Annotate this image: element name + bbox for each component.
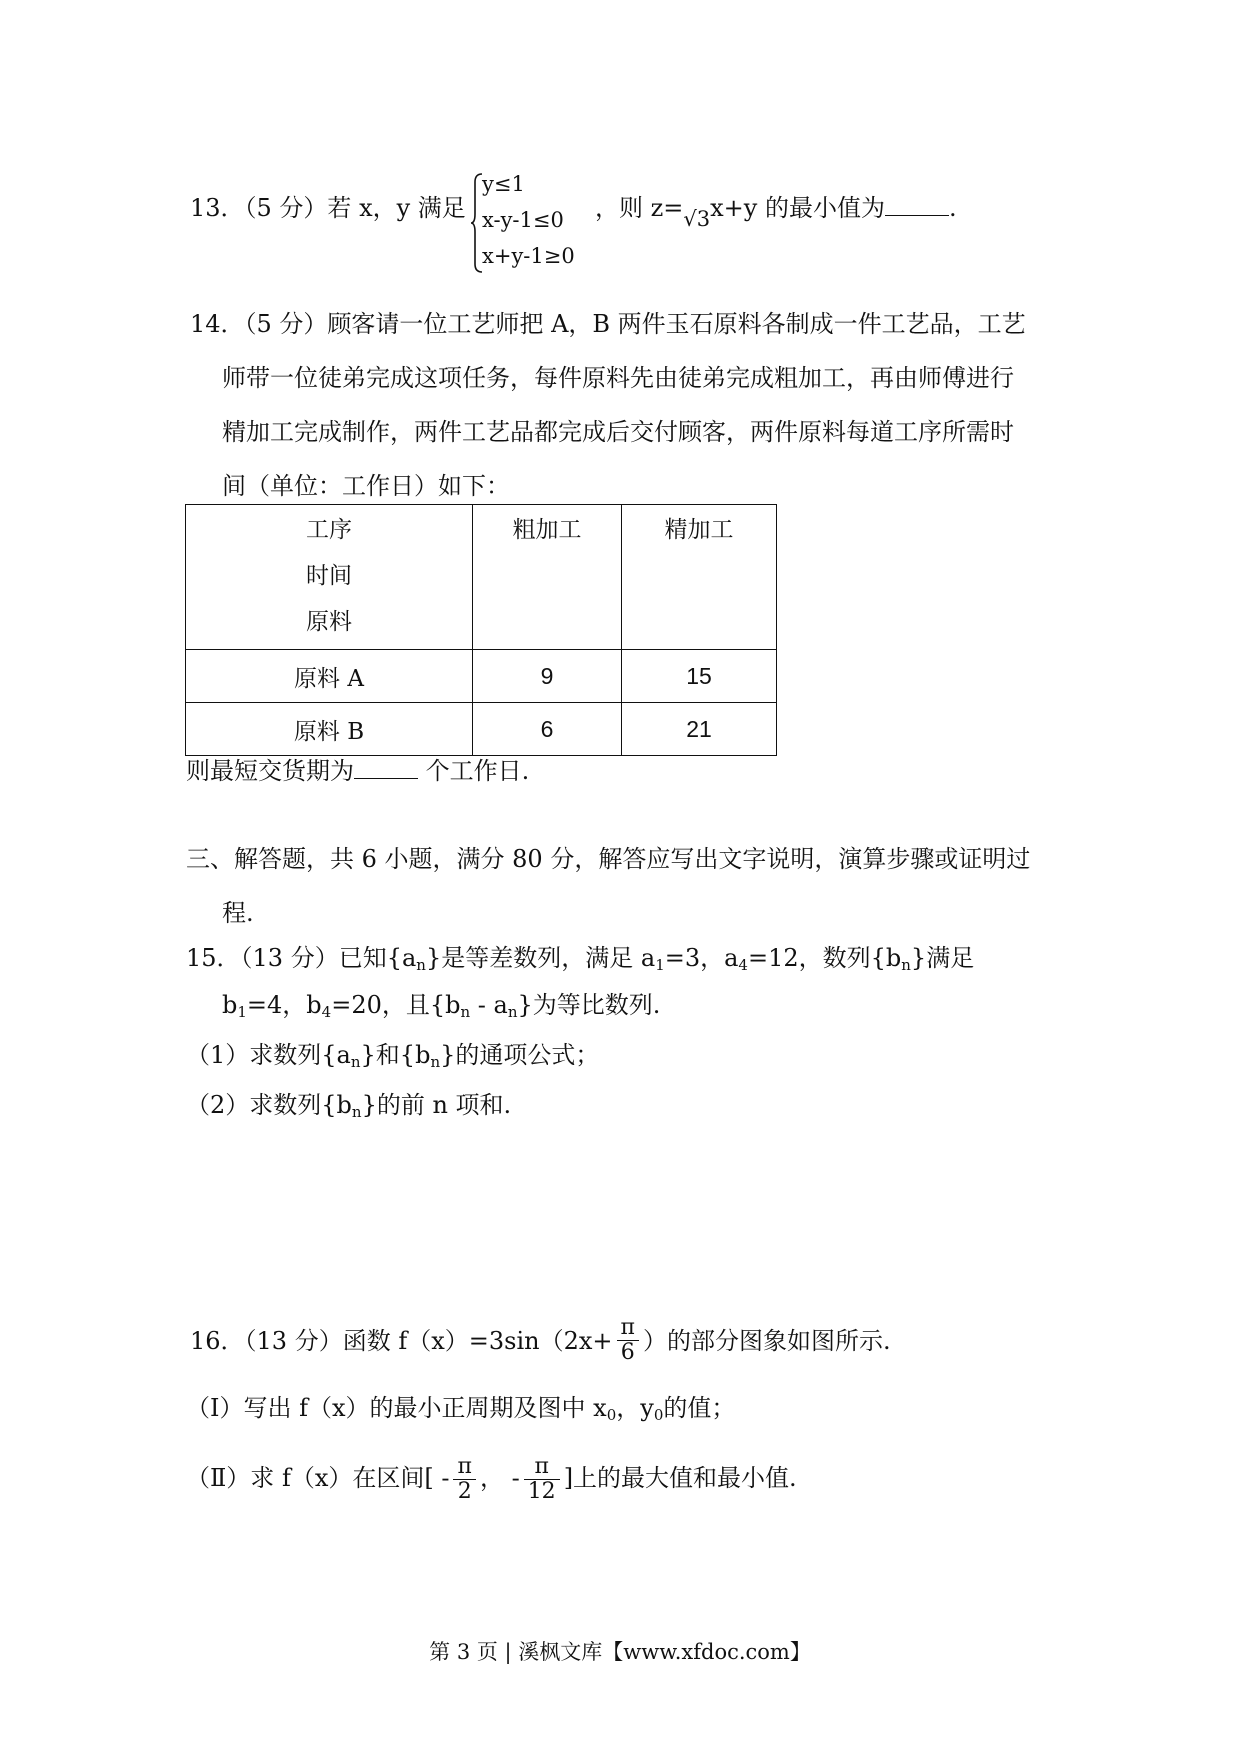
q16-p1-sub-0b: 0 bbox=[653, 1406, 664, 1424]
q15-sub-1: 1 bbox=[655, 956, 665, 974]
section-3-heading-cont: 程. bbox=[222, 899, 254, 927]
q13-system-line-2: x-y-1≤0 bbox=[482, 208, 564, 232]
q13-suffix: x+y 的最小值为 bbox=[710, 194, 885, 222]
q15-text-c: }是等差数列，满足 a bbox=[425, 944, 656, 972]
q15-text-e: =3，a bbox=[664, 944, 739, 972]
q16-text-b: ）的部分图象如图所示. bbox=[642, 1327, 891, 1355]
q14-line-4: 间（单位：工作日）如下： bbox=[222, 472, 510, 500]
q16-frac1-den: 2 bbox=[457, 1479, 472, 1504]
col-header-fine bbox=[622, 505, 777, 650]
q15-l2-sub-4: 4 bbox=[321, 1003, 332, 1021]
q14-line-1: 14．（5 分）顾客请一位工艺师把 A，B 两件玉石原料各制成一件工艺品，工艺 bbox=[190, 310, 1026, 338]
row-b-rough: 6 bbox=[473, 703, 622, 756]
q13-tail bbox=[595, 191, 957, 231]
q13-system-line-3: x+y-1≥0 bbox=[482, 244, 575, 268]
q15-part-2 bbox=[186, 1088, 511, 1129]
q13-sqrt: √3 bbox=[683, 207, 711, 231]
q15-l2-i: }为等比数列. bbox=[517, 991, 661, 1019]
q15-p1-sub-n2: n bbox=[430, 1053, 441, 1071]
q15-l2-sub-n: n bbox=[460, 1003, 471, 1021]
q15-l2-sub-n2: n bbox=[507, 1003, 518, 1021]
q15-p2-c: }的前 n 项和. bbox=[361, 1091, 512, 1119]
q15-p1-c: }和{b bbox=[360, 1041, 431, 1069]
q14-line-2: 师带一位徒弟完成这项任务，每件原料先由徒弟完成粗加工，再由师傅进行 bbox=[222, 364, 1014, 392]
corner-label-1: 工序 bbox=[306, 517, 352, 543]
q15-line-1 bbox=[186, 941, 974, 982]
row-b-name: 原料 B bbox=[186, 703, 473, 756]
q16-frac-1 bbox=[453, 1455, 475, 1504]
q13-prefix: 13．（5 分）若 x，y 满足 bbox=[190, 194, 466, 222]
q13-system-line-1: y≤1 bbox=[482, 172, 525, 196]
q14-answer-suffix: 个工作日. bbox=[418, 757, 530, 785]
q15-p1-sub-n: n bbox=[350, 1053, 361, 1071]
q16-line-1 bbox=[190, 1315, 891, 1367]
q15-l2-a: b bbox=[222, 991, 238, 1019]
row-a-fine: 15 bbox=[622, 650, 777, 703]
process-table bbox=[185, 504, 777, 756]
q16-frac2-num: π bbox=[524, 1455, 560, 1480]
q15-sub-4: 4 bbox=[738, 956, 748, 974]
col-header-rough-label: 粗加工 bbox=[512, 517, 582, 543]
table-header-row bbox=[186, 505, 777, 650]
q16-p2-c: ]上的最大值和最小值. bbox=[563, 1464, 797, 1492]
col-header-fine-label: 精加工 bbox=[664, 517, 734, 543]
section-3-heading: 三、解答题，共 6 小题，满分 80 分，解答应写出文字说明，演算步骤或证明过 bbox=[186, 845, 1031, 873]
q15-p1-e: }的通项公式； bbox=[440, 1041, 600, 1069]
q15-sub-n: n bbox=[416, 956, 426, 974]
q16-text-a: 16．（13 分）函数 f（x）=3sin（2x+ bbox=[190, 1327, 613, 1355]
table-corner-cell bbox=[186, 505, 473, 650]
q15-p1-a: （1）求数列{a bbox=[186, 1041, 351, 1069]
q13-answer-blank bbox=[885, 195, 949, 216]
q16-p1-a: （Ⅰ）写出 f（x）的最小正周期及图中 x bbox=[186, 1394, 607, 1422]
q15-l2-sub-1: 1 bbox=[237, 1003, 247, 1021]
q15-text-i: }满足 bbox=[910, 944, 975, 972]
q15-l2-c: =4，b bbox=[246, 991, 322, 1019]
q16-p1-c: ，y bbox=[616, 1394, 654, 1422]
q15-sub-n2: n bbox=[901, 956, 911, 974]
q14-answer-prefix: 则最短交货期为 bbox=[186, 757, 354, 785]
q13-end: . bbox=[948, 194, 957, 222]
q16-frac-2 bbox=[524, 1455, 560, 1504]
q16-part-1 bbox=[186, 1391, 735, 1432]
q16-frac-den: 6 bbox=[620, 1340, 635, 1365]
q15-text-g: =12，数列{b bbox=[747, 944, 902, 972]
table-row bbox=[186, 703, 777, 756]
row-b-fine: 21 bbox=[622, 703, 777, 756]
q15-l2-g: - a bbox=[470, 991, 508, 1019]
col-header-rough bbox=[473, 505, 622, 650]
q16-p1-sub-0: 0 bbox=[606, 1406, 617, 1424]
q15-l2-e: =20，且{b bbox=[331, 991, 461, 1019]
corner-label-3: 原料 bbox=[306, 609, 352, 635]
table-row bbox=[186, 650, 777, 703]
q16-frac1-num: π bbox=[453, 1455, 475, 1480]
q13-mid: ，则 z= bbox=[595, 194, 684, 222]
q15-line-2 bbox=[222, 988, 660, 1029]
q15-part-1 bbox=[186, 1038, 599, 1079]
q14-line-3: 精加工完成制作，两件工艺品都完成后交付顾客，两件原料每道工序所需时 bbox=[222, 418, 1014, 446]
page-footer: 第 3 页 | 溪枫文库【www.xfdoc.com】 bbox=[429, 1640, 811, 1664]
q15-text-a: 15．（13 分）已知{a bbox=[186, 944, 417, 972]
q13-line bbox=[190, 191, 466, 225]
q16-p2-b: ， - bbox=[479, 1464, 520, 1492]
q15-p2-a: （2）求数列{b bbox=[186, 1091, 352, 1119]
q16-part-2 bbox=[186, 1455, 797, 1504]
corner-label-2: 时间 bbox=[306, 563, 352, 589]
q14-answer-line bbox=[186, 754, 529, 788]
q15-p2-sub-n: n bbox=[351, 1103, 362, 1121]
q16-fraction bbox=[617, 1316, 639, 1365]
row-a-rough: 9 bbox=[473, 650, 622, 703]
row-a-name: 原料 A bbox=[186, 650, 473, 703]
q16-frac2-den: 12 bbox=[527, 1479, 556, 1504]
q14-answer-blank bbox=[354, 758, 418, 779]
q16-p1-e: 的值； bbox=[663, 1394, 736, 1422]
q16-p2-a: （Ⅱ）求 f（x）在区间[ - bbox=[186, 1464, 450, 1492]
q16-frac-num: π bbox=[617, 1316, 639, 1341]
